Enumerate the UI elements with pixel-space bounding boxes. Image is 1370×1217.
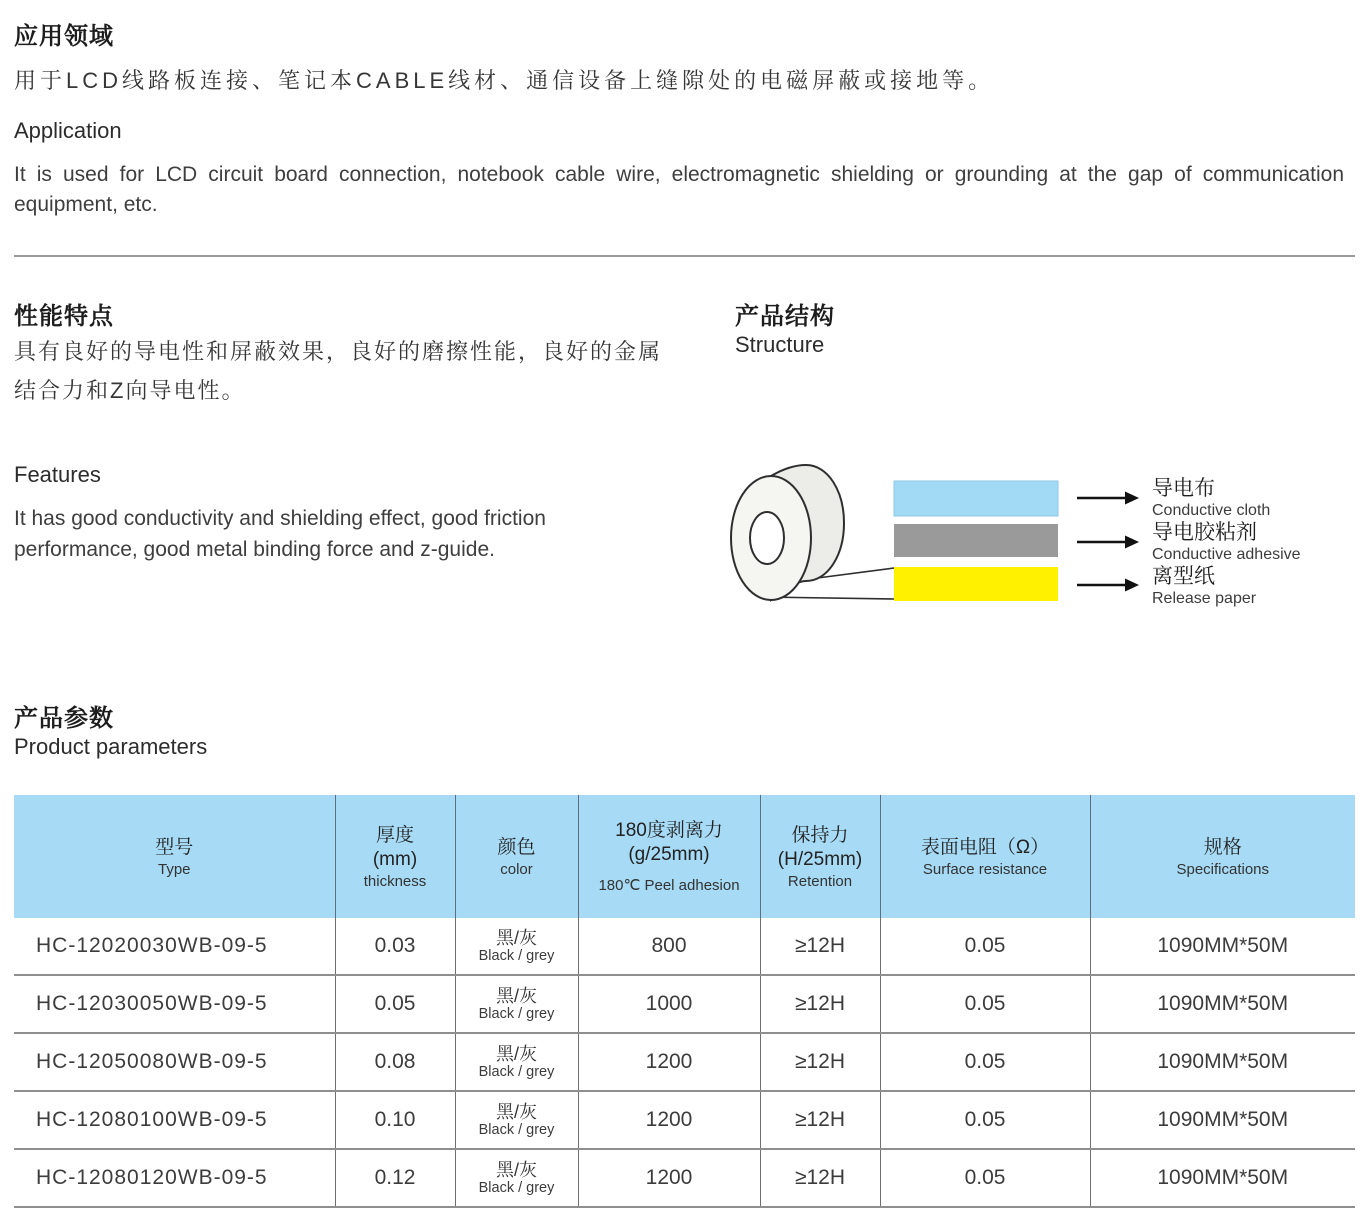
features-title-zh: 性能特点 bbox=[14, 303, 114, 330]
col-header-unit: (H/25mm) bbox=[777, 848, 863, 870]
layer-bar-release-paper bbox=[894, 567, 1058, 601]
arrow-icon bbox=[1077, 579, 1139, 592]
color-en: Black / grey bbox=[478, 1006, 555, 1022]
col-header-zh: 颜色 bbox=[497, 836, 536, 858]
arrow-icon bbox=[1077, 492, 1139, 505]
structure-diagram bbox=[727, 448, 1370, 626]
table-row bbox=[14, 975, 1355, 1033]
color-cell bbox=[455, 1149, 578, 1207]
table-row bbox=[14, 1149, 1355, 1207]
thickness-cell: 0.03 bbox=[335, 918, 455, 975]
spec-cell: 1090MM*50M bbox=[1090, 975, 1355, 1033]
resistance-cell: 0.05 bbox=[880, 1091, 1090, 1149]
color-cell bbox=[455, 1091, 578, 1149]
peel-cell: 1200 bbox=[578, 1033, 760, 1091]
layer-label-conductive-cloth bbox=[1152, 477, 1270, 520]
spec-cell: 1090MM*50M bbox=[1090, 1091, 1355, 1149]
color-zh: 黑/灰 bbox=[495, 1102, 537, 1122]
table-row bbox=[14, 1091, 1355, 1149]
type-cell: HC-12050080WB-09-5 bbox=[36, 1050, 268, 1073]
col-header-type bbox=[14, 795, 335, 918]
thickness-cell: 0.12 bbox=[335, 1149, 455, 1207]
application-title-zh: 应用领域 bbox=[14, 23, 114, 50]
features-body-zh: 具有良好的导电性和屏蔽效果，良好的磨擦性能，良好的金属结合力和Z向导电性。 bbox=[14, 339, 663, 403]
resistance-cell: 0.05 bbox=[880, 975, 1090, 1033]
col-header-unit: (g/25mm) bbox=[628, 844, 710, 865]
col-header-surface-resistance bbox=[880, 795, 1090, 918]
peel-cell: 1200 bbox=[578, 1149, 760, 1207]
peel-cell: 800 bbox=[578, 918, 760, 975]
layer-label-conductive-adhesive bbox=[1152, 521, 1301, 564]
layer-bar-conductive-adhesive bbox=[894, 524, 1058, 557]
color-zh: 黑/灰 bbox=[495, 1044, 537, 1064]
color-cell bbox=[455, 918, 578, 975]
color-en: Black / grey bbox=[478, 1122, 555, 1138]
col-header-zh: 型号 bbox=[155, 836, 194, 858]
retention-cell: ≥12H bbox=[760, 1149, 880, 1207]
type-cell: HC-12020030WB-09-5 bbox=[36, 934, 268, 957]
color-zh: 黑/灰 bbox=[495, 986, 537, 1006]
application-body-en: It is used for LCD circuit board connection, notebook cable wire, electromagnetic shielding or grounding at the gap of communication equipment, etc. bbox=[14, 163, 1344, 216]
color-zh: 黑/灰 bbox=[495, 928, 537, 948]
col-header-en: 180℃ Peel adhesion bbox=[598, 877, 740, 894]
color-en: Black / grey bbox=[478, 1064, 555, 1080]
layer-name-en: Release paper bbox=[1152, 590, 1257, 607]
retention-cell: ≥12H bbox=[760, 918, 880, 975]
type-cell: HC-12080120WB-09-5 bbox=[36, 1166, 268, 1189]
peel-cell: 1000 bbox=[578, 975, 760, 1033]
arrow-icon bbox=[1077, 536, 1139, 549]
table-header-row bbox=[14, 795, 1355, 918]
resistance-cell: 0.05 bbox=[880, 918, 1090, 975]
parameters-title-zh: 产品参数 bbox=[14, 705, 114, 732]
col-header-color bbox=[455, 795, 578, 918]
col-header-en: thickness bbox=[363, 872, 427, 890]
col-header-zh: 厚度 bbox=[375, 824, 414, 846]
color-cell bbox=[455, 1033, 578, 1091]
color-cell bbox=[455, 975, 578, 1033]
retention-cell: ≥12H bbox=[760, 1091, 880, 1149]
tape-roll-core bbox=[750, 512, 784, 564]
layer-bar-conductive-cloth bbox=[894, 481, 1058, 516]
thickness-cell: 0.08 bbox=[335, 1033, 455, 1091]
parameters-table bbox=[14, 795, 1355, 1208]
table-row bbox=[14, 918, 1355, 975]
features-body-en: It has good conductivity and shielding effect, good friction performance, good metal binding force and z-guide. bbox=[14, 507, 546, 561]
resistance-cell: 0.05 bbox=[880, 1033, 1090, 1091]
col-header-thickness bbox=[335, 795, 455, 918]
col-header-en: color bbox=[500, 860, 533, 878]
structure-title-en: Structure bbox=[735, 332, 825, 357]
layer-name-zh: 离型纸 bbox=[1152, 565, 1215, 588]
section-divider bbox=[14, 255, 1355, 257]
layer-name-zh: 导电胶粘剂 bbox=[1152, 521, 1257, 544]
spec-cell: 1090MM*50M bbox=[1090, 918, 1355, 975]
col-header-specifications bbox=[1090, 795, 1355, 918]
col-header-zh: 表面电阻（Ω） bbox=[920, 836, 1050, 858]
layer-label-release-paper bbox=[1152, 565, 1256, 608]
spec-cell: 1090MM*50M bbox=[1090, 1033, 1355, 1091]
application-body-zh: 用于LCD线路板连接、笔记本CABLE线材、通信设备上缝隙处的电磁屏蔽或接地等。 bbox=[14, 68, 995, 93]
col-header-zh: 180度剥离力 bbox=[615, 820, 723, 841]
layer-name-en: Conductive cloth bbox=[1152, 502, 1271, 519]
type-cell: HC-12030050WB-09-5 bbox=[36, 992, 268, 1015]
col-header-peel-adhesion bbox=[578, 795, 760, 918]
spec-cell: 1090MM*50M bbox=[1090, 1149, 1355, 1207]
col-header-en: Surface resistance bbox=[922, 860, 1048, 878]
type-cell: HC-12080100WB-09-5 bbox=[36, 1108, 268, 1131]
layer-name-en: Conductive adhesive bbox=[1152, 546, 1301, 563]
color-en: Black / grey bbox=[478, 1180, 555, 1196]
col-header-en: Retention bbox=[787, 872, 853, 890]
peel-cell: 1200 bbox=[578, 1091, 760, 1149]
col-header-retention bbox=[760, 795, 880, 918]
structure-title-zh: 产品结构 bbox=[735, 303, 835, 330]
features-title-en: Features bbox=[14, 462, 101, 487]
col-header-en: Type bbox=[157, 860, 191, 878]
col-header-unit: (mm) bbox=[372, 848, 418, 870]
application-title-en: Application bbox=[14, 118, 122, 143]
color-en: Black / grey bbox=[478, 948, 555, 964]
retention-cell: ≥12H bbox=[760, 975, 880, 1033]
col-header-zh: 规格 bbox=[1203, 836, 1242, 858]
layer-name-zh: 导电布 bbox=[1152, 477, 1215, 500]
table-row bbox=[14, 1033, 1355, 1091]
thickness-cell: 0.10 bbox=[335, 1091, 455, 1149]
col-header-en: Specifications bbox=[1176, 860, 1270, 878]
retention-cell: ≥12H bbox=[760, 1033, 880, 1091]
thickness-cell: 0.05 bbox=[335, 975, 455, 1033]
parameters-title-en: Product parameters bbox=[14, 734, 208, 759]
color-zh: 黑/灰 bbox=[495, 1160, 537, 1180]
col-header-zh: 保持力 bbox=[791, 824, 849, 846]
resistance-cell: 0.05 bbox=[880, 1149, 1090, 1207]
